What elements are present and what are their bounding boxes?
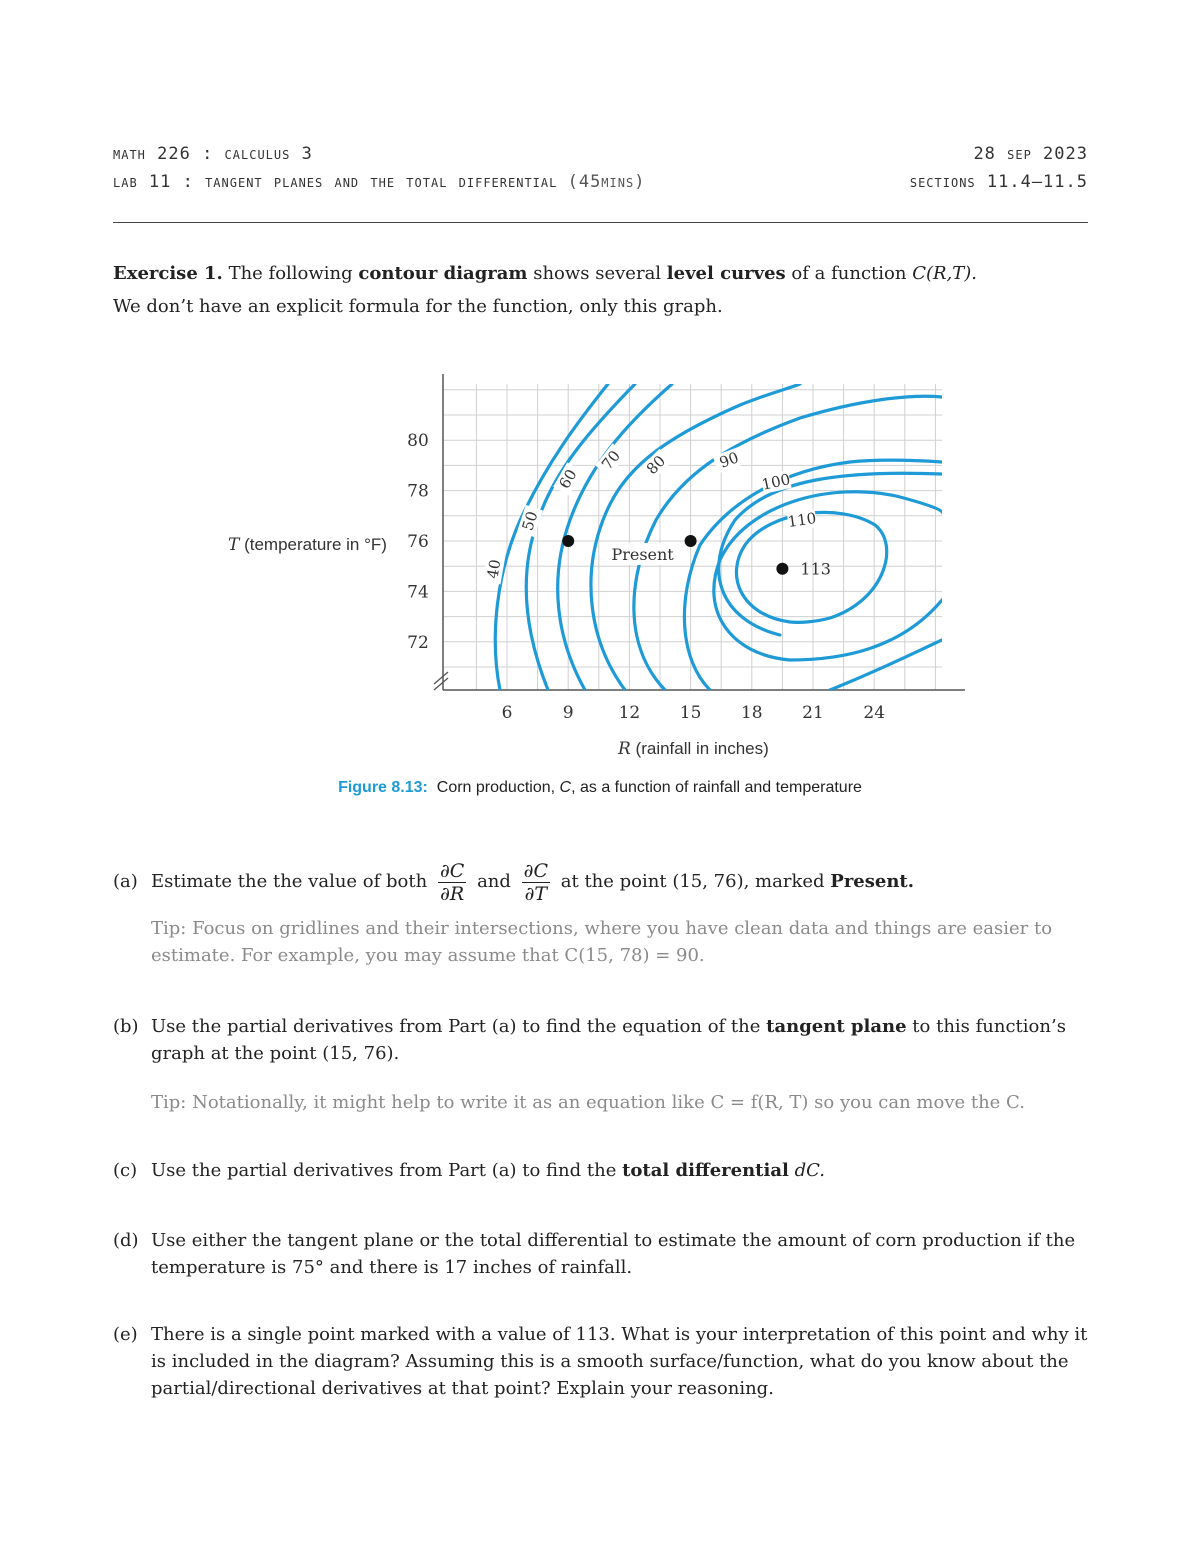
axis-break-mark (434, 672, 448, 684)
y-tick-label: 72 (407, 632, 429, 653)
part-b-tip: Tip: Notationally, it might help to write it as an equation like C = f(R, T) so you can move the C. (151, 1092, 1025, 1113)
contour-chart (0, 360, 1200, 810)
part-d: (d) Use either the tangent plane or the total differential to estimate the amount of corn production if the temperature is 75° and there is 17 inches of rainfall. (113, 1227, 1088, 1281)
figure-caption: Figure 8.13: Corn production, C, as a function of rainfall and temperature (338, 779, 862, 796)
data-point-1 (685, 535, 697, 547)
contour-lines (495, 384, 942, 690)
y-tick-label: 74 (407, 582, 429, 603)
part-b-label: (b) (113, 1016, 139, 1037)
x-tick-label: 24 (863, 703, 886, 723)
contour-level-label: 110 (786, 509, 818, 531)
y-tick-label: 78 (407, 481, 429, 502)
axis-break-mark (434, 678, 448, 690)
lab-title-line (113, 172, 645, 192)
x-tick-label: 18 (740, 703, 763, 723)
lab-sections: sections 11.4–11.5 (909, 172, 1088, 192)
chart-marks (483, 443, 831, 584)
part-a-label: (a) (113, 871, 138, 892)
x-axis-title: R (rainfall in inches) (618, 739, 769, 759)
part-e-label: (e) (113, 1324, 138, 1345)
x-tick-label: 12 (618, 703, 641, 723)
contour-level-label: 100 (760, 470, 792, 494)
contour-level-label: 50 (518, 509, 542, 533)
part-a: (a) Estimate the the value of both $\frac{\partial C}{\partial R}$ and $\frac{\partial C}{\partial T}$ at the point (15, 76), marked Present. Tip: Focus on gridlines and their intersections, where you have clean data and things are easier to estimate. For example, you may assume that C(15, 78) = 90. (113, 852, 1088, 969)
data-point-0 (562, 535, 574, 547)
partial-c-r: $\frac{\partial C}{\partial R}$ (439, 859, 465, 905)
contour-level-label: 80 (642, 451, 670, 479)
max-value-label: 113 (800, 559, 831, 579)
chart-axes (407, 374, 965, 723)
part-c: (c) Use the partial derivatives from Part (a) to find the total differential dC. (113, 1157, 1088, 1184)
x-tick-label: 9 (562, 703, 574, 723)
x-tick-label: 21 (802, 703, 824, 723)
exercise-intro: Exercise 1. The following contour diagram shows several level curves of a function C(R,T). We don’t have an explicit formula for the function, only this graph. (113, 263, 978, 317)
y-axis-title: T (temperature in °F) (228, 535, 387, 555)
contour-level-label: 60 (555, 466, 581, 492)
exercise-label: Exercise 1. (113, 263, 223, 284)
header-divider (113, 222, 1088, 223)
part-b: (b) Use the partial derivatives from Part (a) to find the equation of the tangent plane to this function’s graph at the point (15, 76). Tip: Notationally, it might help to write it as an equation like C = f(R, T) so you can move the C. (113, 1013, 1088, 1116)
function-name: C(R,T). (912, 263, 978, 284)
partial-c-t: $\frac{\partial C}{\partial T}$ (523, 859, 549, 905)
part-a-tip: Tip: Focus on gridlines and their intersections, where you have clean data and things are easier to estimate. For example, you may assume that C(15, 78) = 90. (151, 918, 1053, 966)
y-tick-label: 80 (407, 431, 429, 452)
x-tick-label: 15 (679, 703, 702, 723)
x-tick-label: 6 (501, 703, 513, 723)
present-label: Present (611, 545, 674, 564)
data-point-2 (776, 563, 788, 575)
course-title: math 226 : calculus 3 (113, 144, 313, 164)
figure-label: Figure 8.13: (338, 779, 428, 796)
part-d-label: (d) (113, 1230, 139, 1251)
contour-line-1 (526, 384, 635, 690)
contour-level-label: 90 (716, 448, 742, 472)
contour-level-label: 40 (483, 558, 505, 580)
exercise-line-2: We don’t have an explicit formula for the function, only this graph. (113, 296, 723, 317)
part-e: (e) There is a single point marked with a value of 113. What is your interpretation of this point and why it is included in the diagram? Assuming this is a smooth surface/function, what do you know about the partial/directional derivatives at that point? Explain your reasoning. (113, 1321, 1088, 1402)
lab-date: 28 sep 2023 (973, 144, 1088, 164)
contour-level-label: 70 (598, 446, 624, 474)
part-c-label: (c) (113, 1160, 138, 1181)
y-tick-label: 76 (407, 532, 429, 552)
lab-title: lab 11 : tangent planes and the total differential (113, 172, 558, 192)
lab-duration: (45mins) (567, 172, 646, 192)
